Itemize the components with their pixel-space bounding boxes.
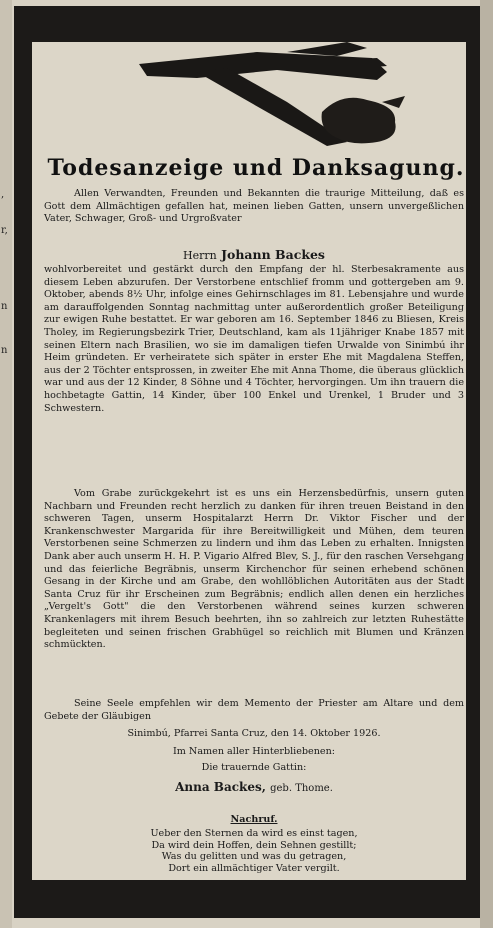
name-prefix: Herrn bbox=[183, 249, 217, 262]
frame-border-left bbox=[14, 40, 32, 880]
signature-name: Anna Backes, bbox=[175, 780, 266, 794]
poem-line: Dort ein allmächtiger Vater vergilt. bbox=[168, 862, 340, 874]
poem-line: Was du gelitten und was du getragen, bbox=[161, 851, 347, 863]
poem bbox=[44, 828, 464, 874]
poem-line: Da wird dein Hoffen, dein Sehnen gestillt; bbox=[151, 839, 357, 851]
page-title: Todesanzeige und Danksagung. bbox=[47, 155, 465, 181]
margin-fragment: , bbox=[1, 189, 5, 200]
signature bbox=[44, 780, 464, 794]
margin-fragment: n bbox=[1, 301, 8, 312]
intro-paragraph: Allen Verwandten, Freunden und Bekannten die traurige Mitteilung, daß es Gott dem Allmächtigen gefallen hat, meinen lieben Gatten, unsern unvergeßlichen Vater, Schwager, Groß- und Urgroßvater bbox=[44, 188, 464, 225]
on-behalf-line: Im Namen aller Hinterbliebenen: bbox=[173, 746, 335, 757]
frame-border-top bbox=[14, 6, 480, 42]
name-text: Johann Backes bbox=[221, 247, 325, 262]
prayer-paragraph: Seine Seele empfehlen wir dem Memento der Priester am Altare und dem Gebete der Gläubigen bbox=[44, 698, 464, 722]
obituary-content bbox=[32, 42, 466, 880]
poem-title: Nachruf. bbox=[230, 814, 278, 825]
biography-paragraph: wohlvorbereitet und gestärkt durch den Empfang der hl. Sterbesakramente aus diesem Leben abzurufen. Der Verstorbene entschlief fromm und gottergeben am 9. Oktober, abends 8½ Uhr, infolge eines Gehirnschlages im 81. Lebensjahre und wurde am darauffolgenden Sonntag nachmittag unter außerordentlich großer Beteiligung zur ewigen Ruhe bestattet. Er war geboren am 16. September 1846 zu Bliesen, Kreis Tholey, im Regierungsbezirk Trier, Deutschland, kam als 11jähriger Knabe 1857 mit seinen Eltern nach Brasilien, wo sie im damaligen tiefen Urwalde von Sinimbú ihr Heim gründeten. Er verheiratete sich später in erster Ehe mit Magdalena Steffen, aus der 2 Töchter entsprossen, in zweiter Ehe mit Anna Thome, die überaus glücklich war und aus der 12 Kinder, 8 Söhne und 4 Töchter, hervorgingen. Um ihn trauern die hochbetagte Gattin, 14 Kinder, über 100 Enkel und Urenkel, 1 Bruder und 3 Schwestern. bbox=[44, 264, 464, 414]
poem-line: Ueber den Sternen da wird es einst tagen, bbox=[150, 828, 358, 839]
adjacent-column-left bbox=[0, 0, 12, 928]
widow-label: Die trauernde Gattin: bbox=[201, 762, 307, 773]
frame-border-right bbox=[466, 40, 480, 880]
deceased-name bbox=[44, 247, 464, 262]
cross-with-wreath-icon bbox=[137, 42, 407, 150]
adjacent-column-right bbox=[480, 0, 493, 928]
margin-fragment: n bbox=[1, 345, 8, 356]
place-date: Sinimbú, Pfarrei Santa Cruz, den 14. Oktober 1926. bbox=[127, 728, 381, 739]
frame-border-bottom bbox=[14, 880, 480, 918]
thanks-paragraph: Vom Grabe zurückgekehrt ist es uns ein Herzensbedürfnis, unsern guten Nachbarn und Freunden recht herzlich zu danken für ihren treuen Beistand in den schweren Tagen, unserm Hospitalarzt Herrn Dr. Viktor Fischer und der Krankenschwester Margarida für ihre Bereitwilligkeit und Mühen, dem teuren Verstorbenen seine Schmerzen zu lindern und ihm das Leben zu erhalten. Innigsten Dank aber auch unserm H. H. P. Vigario Alfred Blev, S. J., für den raschen Versehgang und das feierliche Begräbnis, unserm Kirchenchor für seinen erhebend schönen Gesang in der Kirche und am Grabe, den wohllöblichen Autoritäten aus der Stadt Santa Cruz für ihr Erscheinen zum Begräbnis; endlich allen denen ein herzliches „Vergelt's Gott" die den Verstorbenen während seines kurzen schweren Krankenlagers mit ihrem Besuch beehrten, ihn so zahlreich zur letzten Ruhestätte begleiteten und seinen frischen Grabhügel so reichlich mit Blumen und Kränzen schmückten. bbox=[44, 488, 464, 651]
signature-suffix: geb. Thome. bbox=[270, 783, 333, 794]
margin-fragment: r, bbox=[1, 225, 8, 236]
